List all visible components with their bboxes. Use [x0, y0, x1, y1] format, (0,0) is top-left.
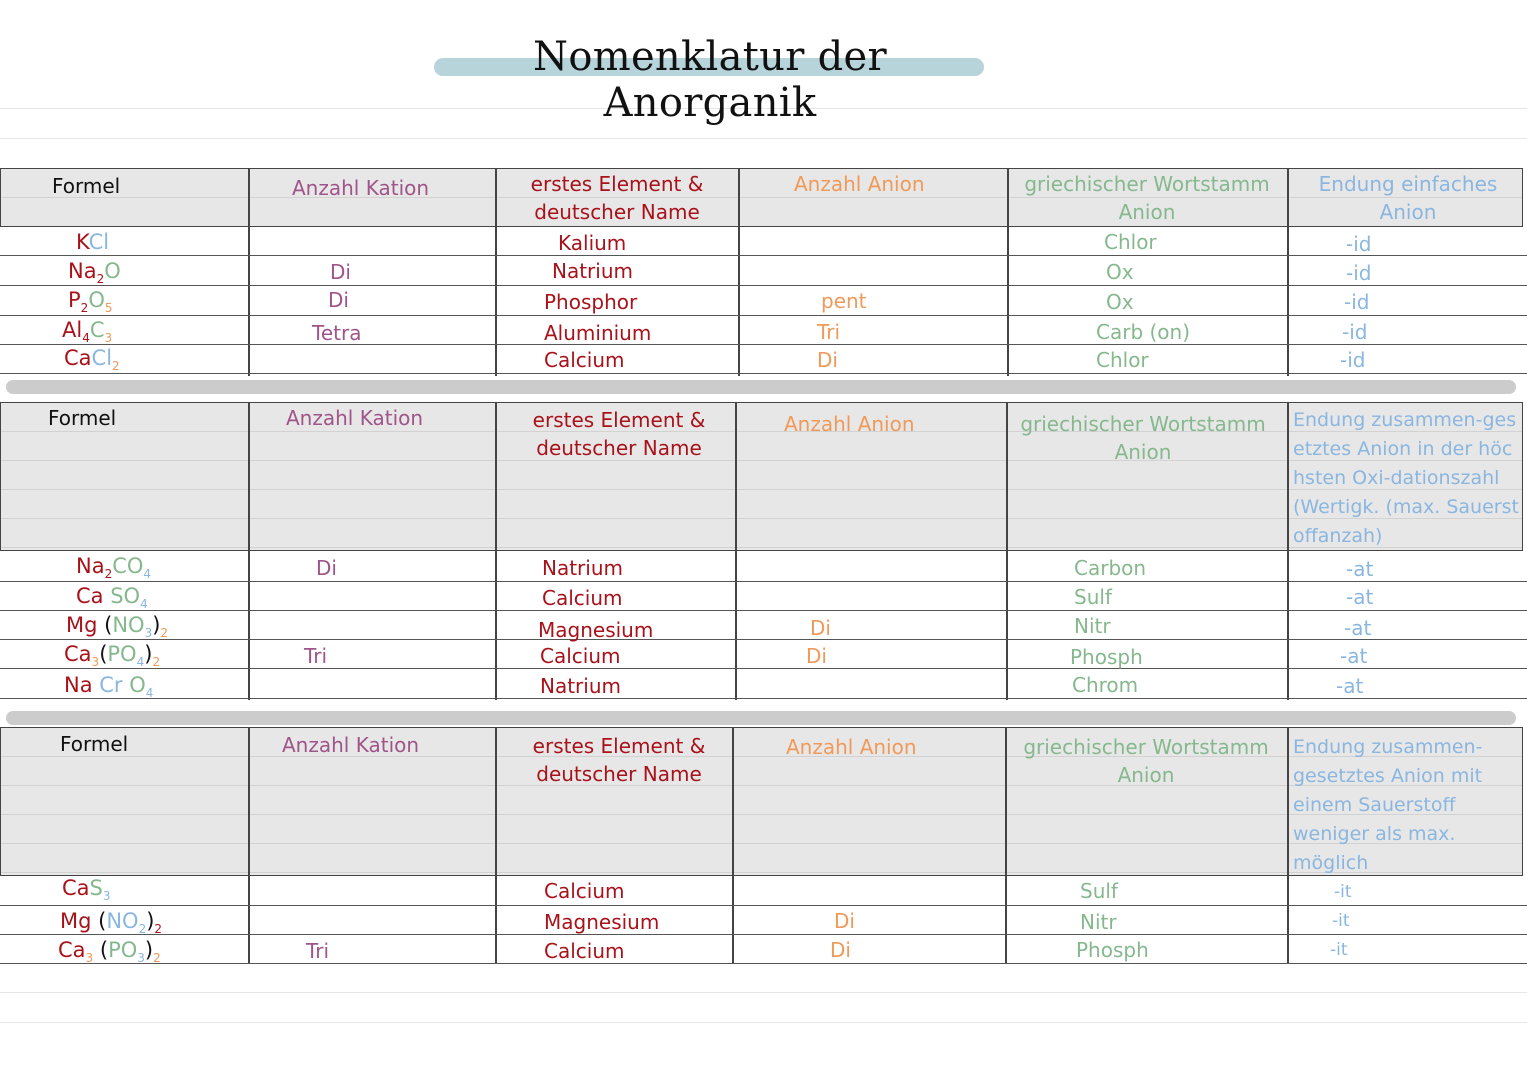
endung-cell: -at [1346, 585, 1374, 609]
formula-cell: $P_2O_5$ [68, 288, 113, 316]
header-wortstamm: griechischer Wortstamm Anion [1024, 172, 1270, 224]
element-cell: Kalium [558, 231, 627, 255]
anion-cell: pent [821, 289, 867, 313]
row-divider [0, 905, 1527, 906]
header-formel: Formel [60, 732, 129, 756]
endung-cell: -id [1346, 232, 1372, 256]
column-divider [248, 727, 250, 964]
element-cell: Calcium [544, 879, 625, 903]
row-divider [0, 698, 1527, 699]
endung-cell: -id [1344, 290, 1370, 314]
stamm-cell: Chlor [1096, 348, 1149, 372]
row-divider [0, 255, 1527, 256]
kation-cell: Tetra [312, 321, 362, 345]
column-divider [1006, 402, 1008, 700]
header-anzahl-kation: Anzahl Kation [292, 176, 430, 200]
element-cell: Calcium [540, 644, 621, 668]
ruled-line [0, 992, 1527, 993]
kation-cell: Di [316, 556, 337, 580]
element-cell: Magnesium [544, 910, 660, 934]
header-anzahl-kation: Anzahl Kation [286, 406, 424, 430]
endung-cell: -id [1346, 261, 1372, 285]
header-formel: Formel [52, 174, 121, 198]
element-cell: Natrium [552, 259, 633, 283]
header-wortstamm: griechischer Wortstamm Anion [1023, 735, 1269, 787]
element-cell: Calcium [544, 348, 625, 372]
column-divider [1005, 727, 1007, 964]
element-cell: Aluminium [544, 321, 652, 345]
stamm-cell: Ox [1106, 290, 1134, 314]
column-divider [248, 402, 250, 700]
header-endung: Endung zusammen-gesetztes Anion in der höchsten Oxi-dationszahl (Wertigk. (max. Sauerstoffanzah) [1293, 409, 1519, 547]
row-divider [0, 610, 1527, 611]
stamm-cell: Ox [1106, 260, 1134, 284]
row-divider [0, 581, 1527, 582]
anion-cell: Di [806, 644, 827, 668]
endung-cell: -it [1330, 940, 1348, 960]
stamm-cell: Carb (on) [1096, 320, 1191, 344]
endung-cell: -at [1336, 674, 1364, 698]
formula-cell: KCl [76, 230, 110, 254]
formula-cell: Mg $(NO_2)_2$ [60, 909, 163, 937]
section-separator [6, 711, 1516, 725]
endung-cell: -at [1344, 616, 1372, 640]
column-divider [1287, 727, 1289, 964]
formula-cell: $Al_4C_3$ [62, 318, 113, 346]
header-anzahl-kation: Anzahl Kation [282, 733, 420, 757]
header-endung: Endung zusammen-gesetztes Anion mit einem Sauerstoff weniger als max. möglich [1293, 736, 1483, 874]
header-element: erstes Element & deutscher Name [532, 408, 706, 460]
anion-cell: Di [810, 616, 831, 640]
table-simple-anion [0, 168, 1527, 378]
formula-cell: Na Cr $O_4$ [64, 673, 154, 701]
formula-cell: Ca $SO_4$ [76, 584, 148, 612]
row-divider [0, 934, 1527, 935]
endung-cell: -at [1340, 644, 1368, 668]
row-divider [0, 285, 1527, 286]
endung-cell: -id [1340, 348, 1366, 372]
column-divider [495, 727, 497, 964]
kation-cell: Tri [306, 939, 330, 963]
formula-cell: $Ca_3(PO_4)_2$ [64, 642, 161, 670]
element-cell: Calcium [544, 939, 625, 963]
formula-cell: CaS$_3$ [62, 876, 111, 904]
row-divider [0, 668, 1527, 669]
stamm-cell: Nitr [1080, 910, 1117, 934]
endung-cell: -at [1346, 557, 1374, 581]
header-wortstamm: griechischer Wortstamm Anion [1020, 412, 1266, 464]
page-title: Nomenklatur der Anorganik [533, 34, 887, 126]
stamm-cell: Nitr [1074, 614, 1111, 638]
kation-cell: Tri [304, 644, 328, 668]
stamm-cell: Phosph [1076, 938, 1149, 962]
anion-cell: Tri [817, 320, 841, 344]
element-cell: Magnesium [538, 618, 654, 642]
row-divider [0, 639, 1527, 640]
header-element: erstes Element & deutscher Name [530, 172, 704, 224]
column-divider [732, 727, 734, 964]
stamm-cell: Sulf [1074, 585, 1112, 609]
element-cell: Natrium [542, 556, 623, 580]
column-divider [495, 402, 497, 700]
row-divider [0, 373, 1527, 374]
table-one-less-oxygen [0, 727, 1527, 967]
kation-cell: Di [328, 288, 349, 312]
ruled-line [0, 1022, 1527, 1023]
endung-cell: -it [1332, 911, 1350, 931]
element-cell: Phosphor [544, 290, 638, 314]
kation-cell: Di [330, 260, 351, 284]
ruled-line [0, 138, 1527, 139]
table-header [0, 168, 1523, 227]
formula-cell: $Na_2O$ [68, 259, 121, 287]
anion-cell: Di [817, 348, 838, 372]
table-max-oxidation [0, 402, 1527, 702]
stamm-cell: Carbon [1074, 556, 1147, 580]
stamm-cell: Chlor [1104, 230, 1157, 254]
formula-cell: Mg $(NO_3)_2$ [66, 613, 169, 641]
anion-cell: Di [834, 909, 855, 933]
section-separator [6, 380, 1516, 394]
header-anzahl-anion: Anzahl Anion [786, 735, 917, 759]
endung-cell: -id [1342, 320, 1368, 344]
header-formel: Formel [48, 406, 117, 430]
header-anzahl-anion: Anzahl Anion [784, 412, 915, 436]
column-divider [1287, 402, 1289, 700]
element-cell: Natrium [540, 674, 621, 698]
row-divider [0, 315, 1527, 316]
stamm-cell: Chrom [1072, 673, 1139, 697]
anion-cell: Di [830, 938, 851, 962]
formula-cell: $Na_2CO_4$ [76, 554, 152, 582]
stamm-cell: Sulf [1080, 879, 1118, 903]
row-divider [0, 963, 1527, 964]
header-endung: Endung einfaches Anion [1318, 172, 1498, 224]
formula-cell: $Ca_3$ $(PO_3)_2$ [58, 938, 161, 966]
header-element: erstes Element & deutscher Name [532, 734, 706, 786]
stamm-cell: Phosph [1070, 645, 1143, 669]
row-divider [0, 344, 1527, 345]
formula-cell: CaCl$_2$ [64, 346, 120, 374]
column-divider [735, 402, 737, 700]
element-cell: Calcium [542, 586, 623, 610]
header-anzahl-anion: Anzahl Anion [794, 172, 925, 196]
title-block [430, 34, 990, 126]
endung-cell: -it [1334, 882, 1352, 902]
